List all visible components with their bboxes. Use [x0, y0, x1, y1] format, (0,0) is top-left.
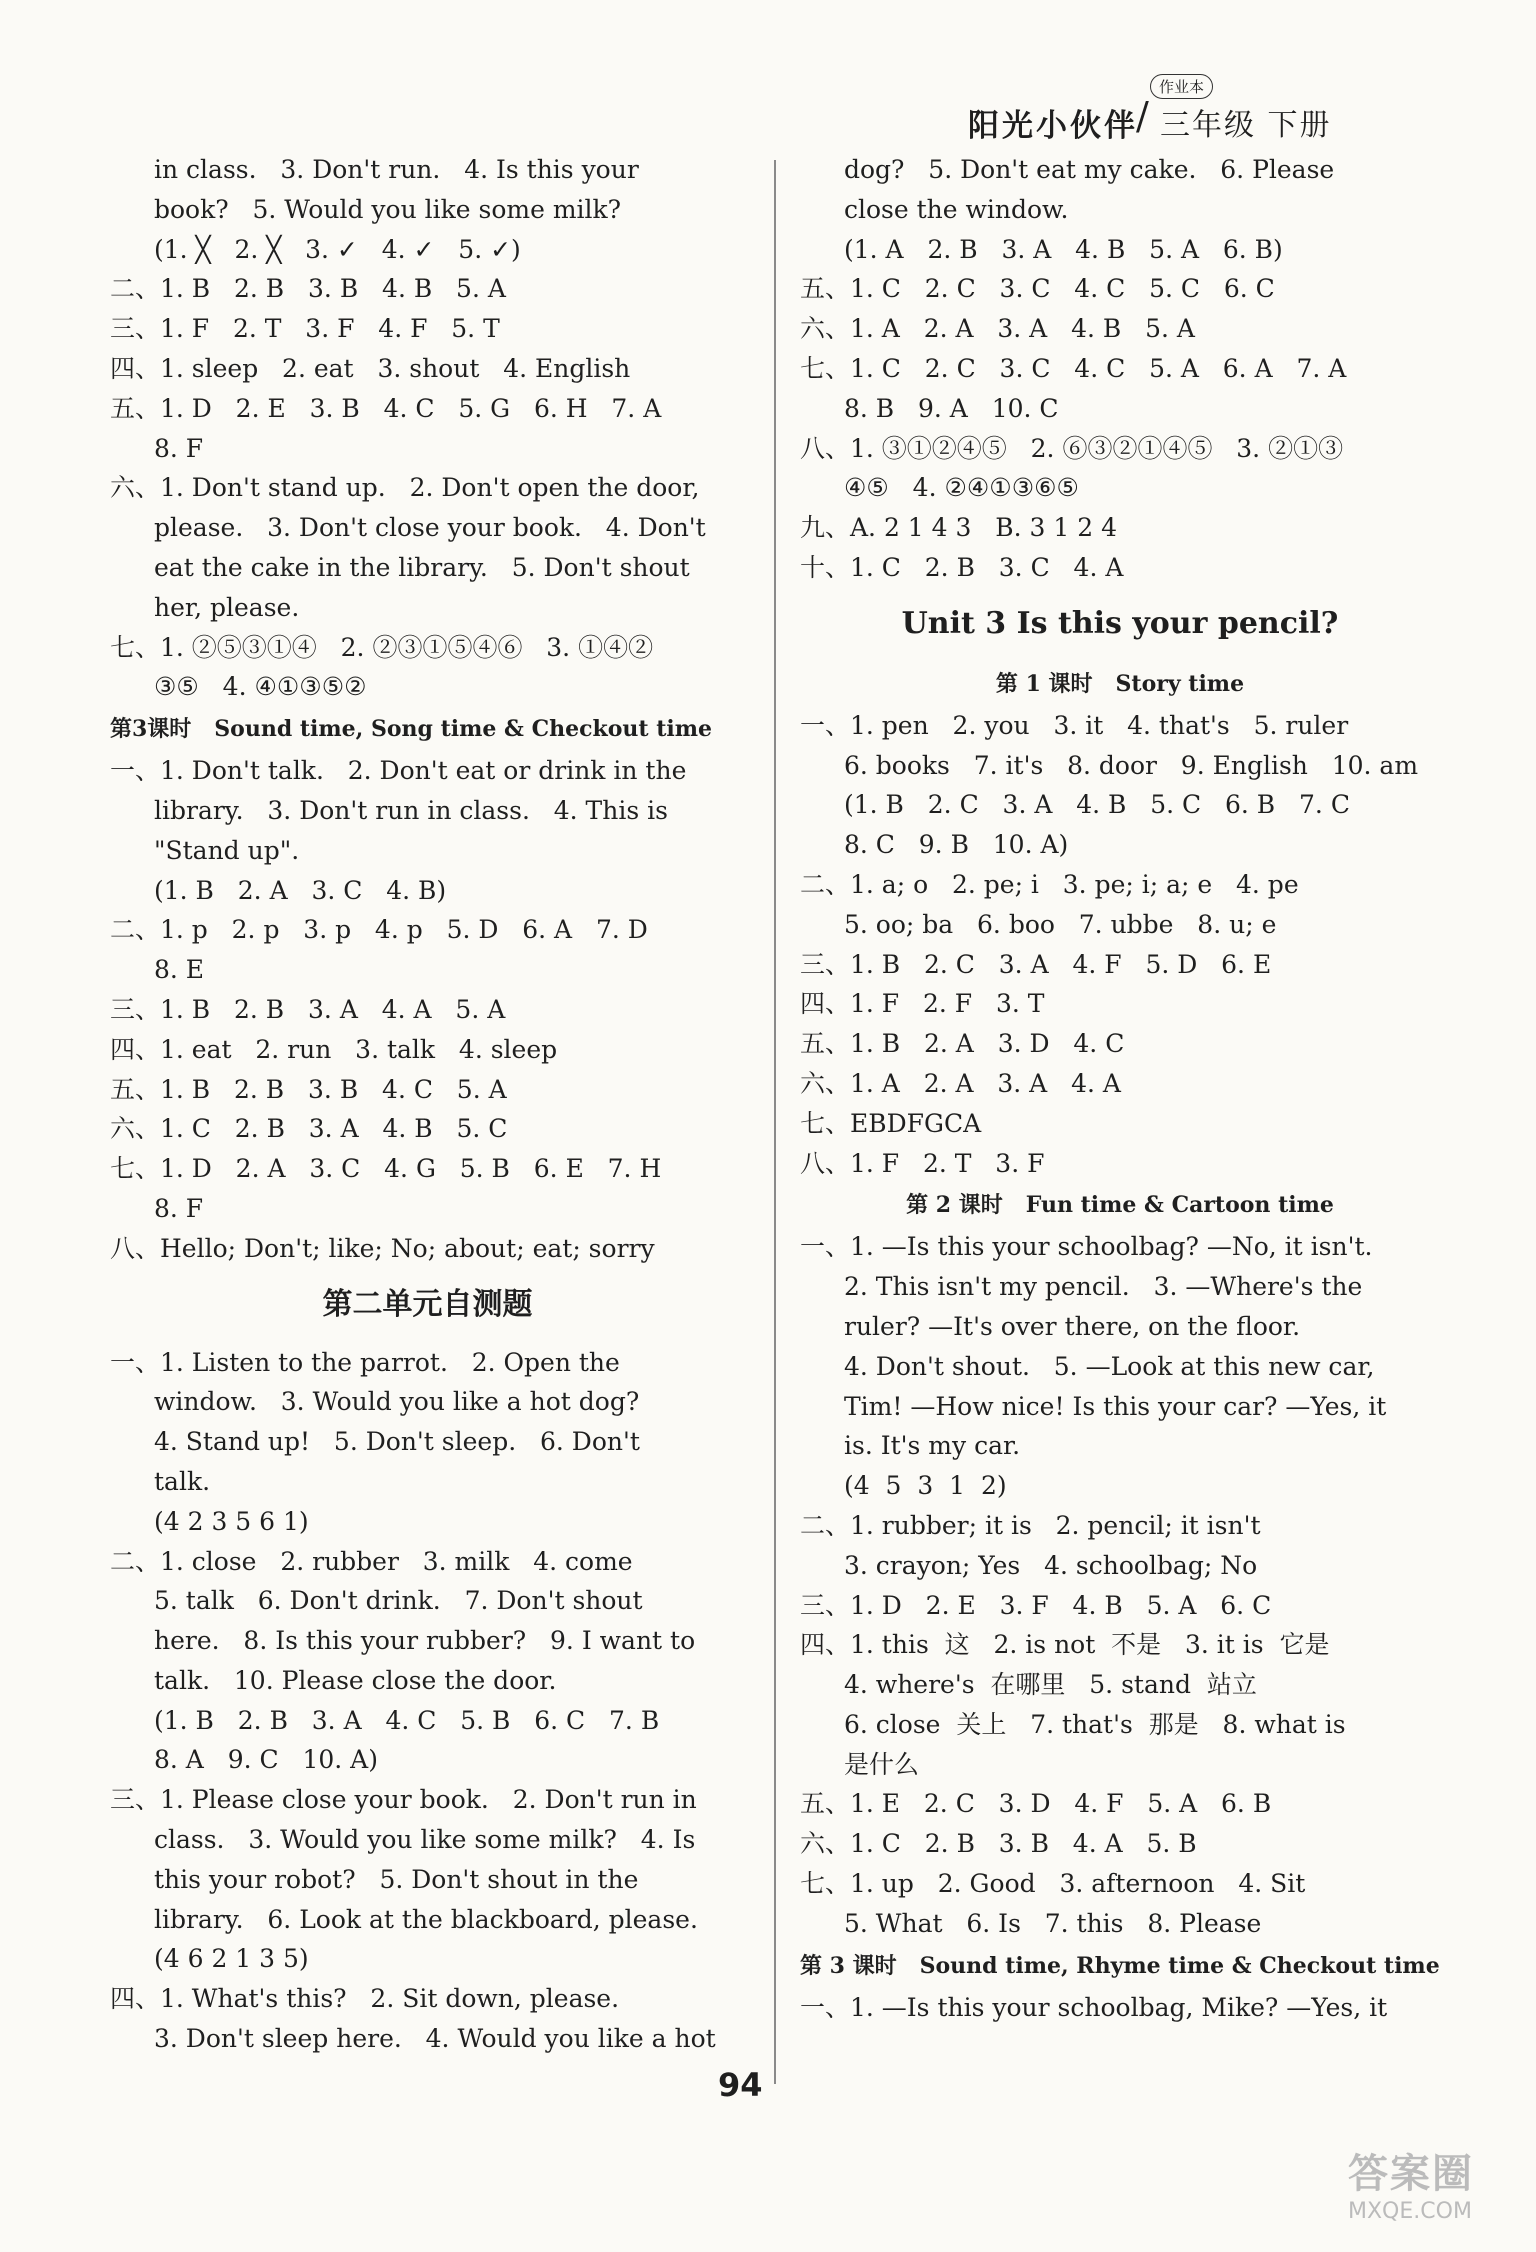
answer-line: 六、1. C 2. B 3. B 4. A 5. B: [800, 1829, 1197, 1859]
answer-line: 十、1. C 2. B 3. C 4. A: [800, 552, 1124, 582]
answer-line: 2. This isn't my pencil. 3. —Where's the: [844, 1272, 1363, 1302]
answer-line: class. 3. Would you like some milk? 4. Is: [154, 1825, 696, 1855]
answer-line: 二、1. rubber; it is 2. pencil; it isn't: [800, 1510, 1261, 1540]
answer-line: (1. ╳ 2. ╳ 3. ✓ 4. ✓ 5. ✓): [154, 234, 521, 264]
answer-line: (4 2 3 5 6 1): [154, 1506, 309, 1536]
answer-line: 四、1. eat 2. run 3. talk 4. sleep: [110, 1034, 558, 1064]
answer-line: 八、Hello; Don't; like; No; about; eat; sorry: [110, 1233, 655, 1263]
answer-line: 六、1. C 2. B 3. A 4. B 5. C: [110, 1114, 508, 1144]
brand-title: 阳光小伙伴: [968, 108, 1138, 144]
answer-line: 四、1. this 这 2. is not 不是 3. it is 它是: [800, 1630, 1330, 1660]
answer-line: ④⑤ 4. ②④①③⑥⑤: [844, 473, 1079, 503]
answer-line: talk. 10. Please close the door.: [154, 1665, 557, 1695]
answer-line: here. 8. Is this your rubber? 9. I want to: [154, 1626, 696, 1656]
page-number: 94: [718, 2066, 763, 2104]
answer-line: 三、1. D 2. E 3. F 4. B 5. A 6. C: [800, 1590, 1272, 1620]
answer-line: her, please.: [154, 592, 300, 622]
answer-line: 六、1. A 2. A 3. A 4. B 5. A: [800, 314, 1195, 344]
section-heading: Unit 3 Is this your pencil?: [901, 605, 1339, 641]
answer-line: in class. 3. Don't run. 4. Is this your: [154, 155, 639, 184]
answer-line: 五、1. D 2. E 3. B 4. C 5. G 6. H 7. A: [110, 393, 662, 423]
answer-line: 三、1. F 2. T 3. F 4. F 5. T: [110, 314, 500, 344]
answer-line: 四、1. sleep 2. eat 3. shout 4. English: [110, 353, 631, 383]
answer-line: dog? 5. Don't eat my cake. 6. Please: [844, 155, 1335, 184]
answer-line: 九、A. 2 1 4 3 B. 3 1 2 4: [800, 513, 1117, 543]
answer-line: 八、1. ③①②④⑤ 2. ⑥③②①④⑤ 3. ②①③: [800, 433, 1344, 463]
answer-line: Tim! —How nice! Is this your car? —Yes, it: [844, 1391, 1387, 1421]
answer-line: (1. A 2. B 3. A 4. B 5. A 6. B): [844, 234, 1283, 264]
page-header: [964, 78, 1434, 144]
lesson-heading: 第3课时 Sound time, Song time & Checkout time: [110, 716, 712, 743]
answer-line: (4 5 3 1 2): [844, 1471, 1007, 1501]
answer-line: 一、1. Don't talk. 2. Don't eat or drink in the: [110, 756, 687, 786]
answer-line: 三、1. B 2. B 3. A 4. A 5. A: [110, 994, 506, 1024]
answer-line: 五、1. B 2. A 3. D 4. C: [800, 1029, 1125, 1059]
answer-line: 一、1. pen 2. you 3. it 4. that's 5. ruler: [800, 710, 1349, 740]
answer-line: 3. Don't sleep here. 4. Would you like a hot: [154, 2024, 716, 2054]
answer-line: "Stand up".: [154, 835, 300, 865]
answer-line: 二、1. p 2. p 3. p 4. p 5. D 6. A 7. D: [110, 915, 648, 945]
answer-line: 8. C 9. B 10. A): [844, 830, 1069, 860]
column-divider: [774, 160, 776, 2084]
answer-line: 七、1. D 2. A 3. C 4. G 5. B 6. E 7. H: [110, 1154, 662, 1184]
answer-line: 七、1. up 2. Good 3. afternoon 4. Sit: [800, 1869, 1306, 1899]
answer-line: 八、1. F 2. T 3. F: [800, 1148, 1045, 1178]
answer-line: 一、1. —Is this your schoolbag, Mike? —Yes, it: [800, 1992, 1388, 2022]
answer-line: 6. close 关上 7. that's 那是 8. what is: [844, 1709, 1346, 1739]
lesson-heading: 第 1 课时 Story time: [995, 670, 1245, 697]
answer-line: talk.: [154, 1466, 211, 1496]
answer-line: 是什么: [844, 1749, 920, 1779]
answer-line: 二、1. a; o 2. pe; i 3. pe; i; a; e 4. pe: [800, 869, 1299, 899]
answer-line: close the window.: [844, 194, 1069, 224]
answer-line: (1. B 2. C 3. A 4. B 5. C 6. B 7. C: [844, 790, 1350, 820]
header-separator: /: [1136, 94, 1149, 138]
answer-line: is. It's my car.: [844, 1431, 1021, 1461]
answer-line: 8. E: [154, 955, 205, 985]
answer-line: 一、1. Listen to the parrot. 2. Open the: [110, 1347, 620, 1377]
answer-line: 五、1. B 2. B 3. B 4. C 5. A: [110, 1074, 507, 1104]
workbook-badge: 作业本: [1150, 74, 1213, 99]
answer-line: 8. B 9. A 10. C: [844, 393, 1059, 423]
answer-line: 8. A 9. C 10. A): [154, 1745, 378, 1775]
answer-line: 3. crayon; Yes 4. schoolbag; No: [844, 1550, 1258, 1580]
answer-line: please. 3. Don't close your book. 4. Don't: [154, 513, 706, 543]
answer-line: 8. F: [154, 433, 204, 463]
answer-line: eat the cake in the library. 5. Don't shout: [154, 552, 690, 582]
answer-line: (1. B 2. B 3. A 4. C 5. B 6. C 7. B: [154, 1705, 660, 1735]
answer-line: 4. Don't shout. 5. —Look at this new car,: [844, 1351, 1375, 1381]
right-answer-column: [800, 150, 1440, 2027]
answer-line: 六、1. A 2. A 3. A 4. A: [800, 1068, 1121, 1098]
watermark-logo: [1348, 2142, 1474, 2224]
answer-line: 二、1. B 2. B 3. B 4. B 5. A: [110, 274, 506, 304]
answer-line: (4 6 2 1 3 5): [154, 1944, 309, 1974]
left-answer-column: [110, 150, 745, 2059]
answer-line: ruler? —It's over there, on the floor.: [844, 1311, 1301, 1341]
answer-line: 五、1. E 2. C 3. D 4. F 5. A 6. B: [800, 1789, 1272, 1819]
answer-line: 三、1. B 2. C 3. A 4. F 5. D 6. E: [800, 949, 1272, 979]
answer-line: library. 3. Don't run in class. 4. This is: [154, 795, 668, 825]
answer-line: 5. talk 6. Don't drink. 7. Don't shout: [154, 1586, 643, 1616]
answer-line: 七、EBDFGCA: [800, 1108, 982, 1138]
answer-line: 二、1. close 2. rubber 3. milk 4. come: [110, 1546, 633, 1576]
watermark-text: 答案圈: [1348, 2151, 1474, 2197]
section-heading: 第二单元自测题: [322, 1286, 533, 1322]
answer-line: 6. books 7. it's 8. door 9. English 10. am: [844, 750, 1419, 780]
answer-line: 五、1. C 2. C 3. C 4. C 5. C 6. C: [800, 274, 1275, 304]
answer-line: 4. where's 在哪里 5. stand 站立: [844, 1670, 1257, 1700]
answer-line: 5. What 6. Is 7. this 8. Please: [844, 1908, 1262, 1938]
answer-line: book? 5. Would you like some milk?: [154, 194, 622, 224]
answer-line: 5. oo; ba 6. boo 7. ubbe 8. u; e: [844, 909, 1277, 939]
answer-line: 七、1. C 2. C 3. C 4. C 5. A 6. A 7. A: [800, 353, 1347, 383]
answer-line: 4. Stand up! 5. Don't sleep. 6. Don't: [154, 1427, 640, 1457]
lesson-heading: 第 2 课时 Fun time & Cartoon time: [906, 1192, 1334, 1219]
grade-label: 三年级 下册: [1160, 108, 1332, 143]
answer-line: library. 6. Look at the blackboard, please.: [154, 1904, 698, 1934]
answer-line: 四、1. F 2. F 3. T: [800, 989, 1045, 1019]
answer-line: (1. B 2. A 3. C 4. B): [154, 875, 447, 905]
answer-line: ③⑤ 4. ④①③⑤②: [154, 672, 367, 702]
answer-line: 四、1. What's this? 2. Sit down, please.: [110, 1984, 620, 2014]
watermark-url: MXQE.COM: [1348, 2199, 1472, 2224]
answer-line: this your robot? 5. Don't shout in the: [154, 1864, 639, 1894]
answer-line: 七、1. ②⑤③①④ 2. ②③①⑤④⑥ 3. ①④②: [110, 632, 654, 662]
answer-line: 三、1. Please close your book. 2. Don't run in: [110, 1785, 697, 1815]
answer-line: 六、1. Don't stand up. 2. Don't open the door,: [110, 473, 700, 503]
answer-line: 一、1. —Is this your schoolbag? —No, it isn't.: [800, 1232, 1373, 1262]
answer-line: window. 3. Would you like a hot dog?: [154, 1387, 640, 1417]
lesson-heading: 第 3 课时 Sound time, Rhyme time & Checkout time: [800, 1952, 1440, 1979]
answer-line: 8. F: [154, 1193, 204, 1223]
